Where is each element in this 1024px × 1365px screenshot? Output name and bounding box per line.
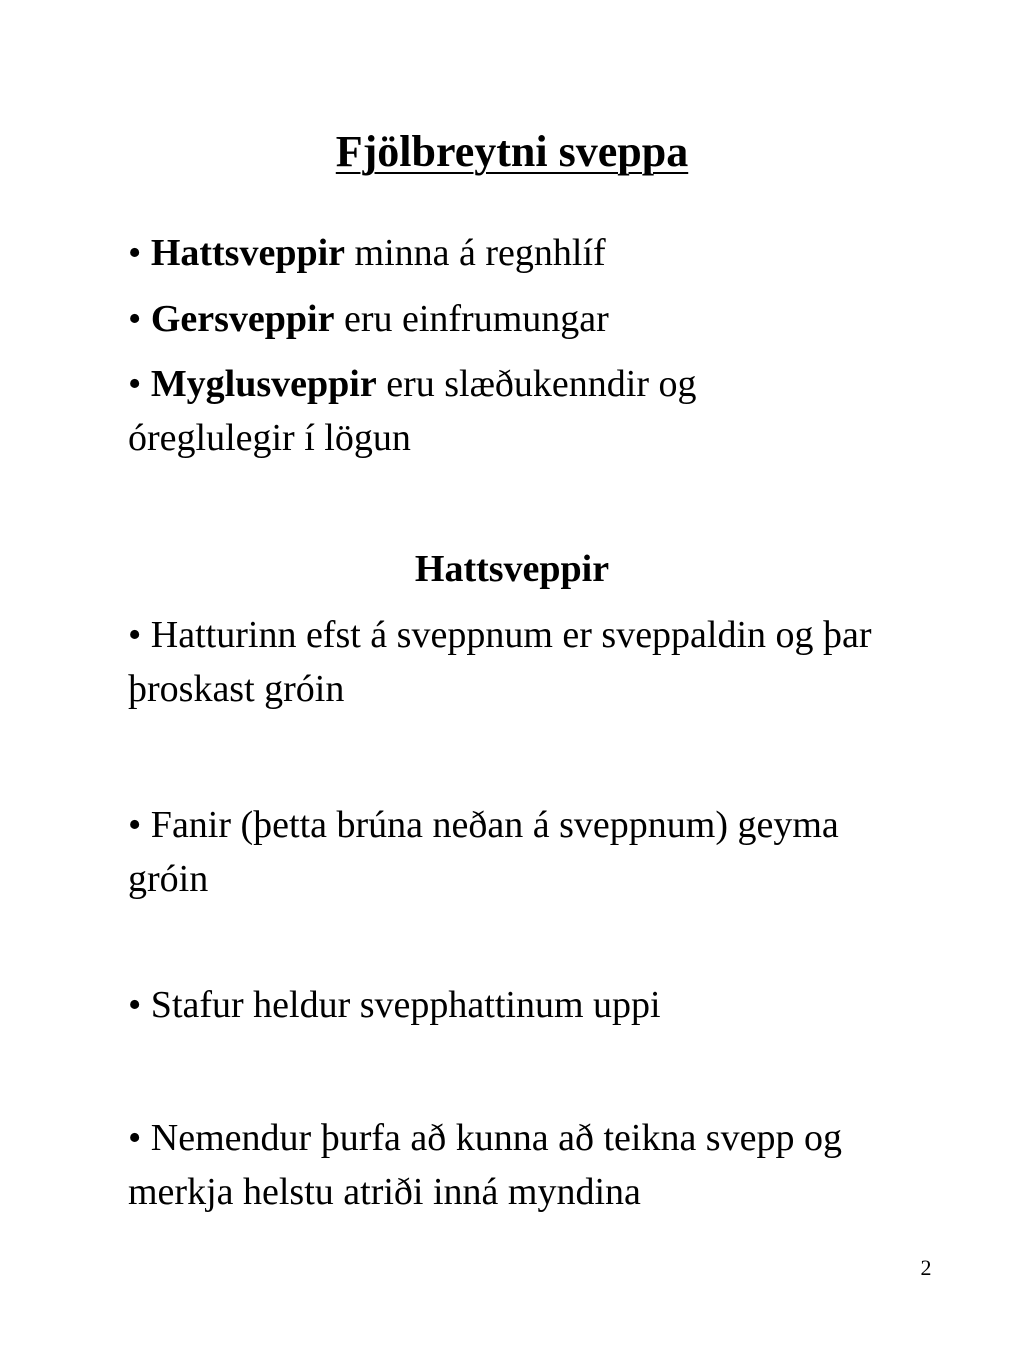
bullet-mark: • [128,363,142,405]
bullet-text: eru slæðukenndir og óreglulegir í lögun [128,363,697,459]
bullet-myglusveppir [128,357,828,465]
bullet-hattsveppir [128,226,918,280]
bullet-term: Hattsveppir [150,232,346,274]
bullet-text: minna á regnhlíf [345,232,606,274]
bullet-term: Gersveppir [150,298,335,340]
section-heading: Hattsveppir [414,548,610,590]
bullet-gersveppir [128,292,918,346]
slide-title: Fjölbreytni sveppa [335,127,689,176]
bullet-text: eru einfrumungar [334,298,609,340]
bullet-hatturinn: • Hatturinn efst á sveppnum er sveppaldin og þar þroskast gróin [128,614,872,710]
bullet-mark: • [128,298,142,340]
slide-number: 2 [920,1255,932,1280]
bullet-term: Myglusveppir [150,363,377,405]
bullet-stafur: • Stafur heldur svepphattinum uppi [128,984,661,1026]
bullet-fanir: • Fanir (þetta brúna neðan á sveppnum) geyma gróin [128,804,839,900]
bullet-mark: • [128,232,142,274]
bullet-nemendur: • Nemendur þurfa að kunna að teikna svepp og merkja helstu atriði inná myndina [128,1117,842,1213]
